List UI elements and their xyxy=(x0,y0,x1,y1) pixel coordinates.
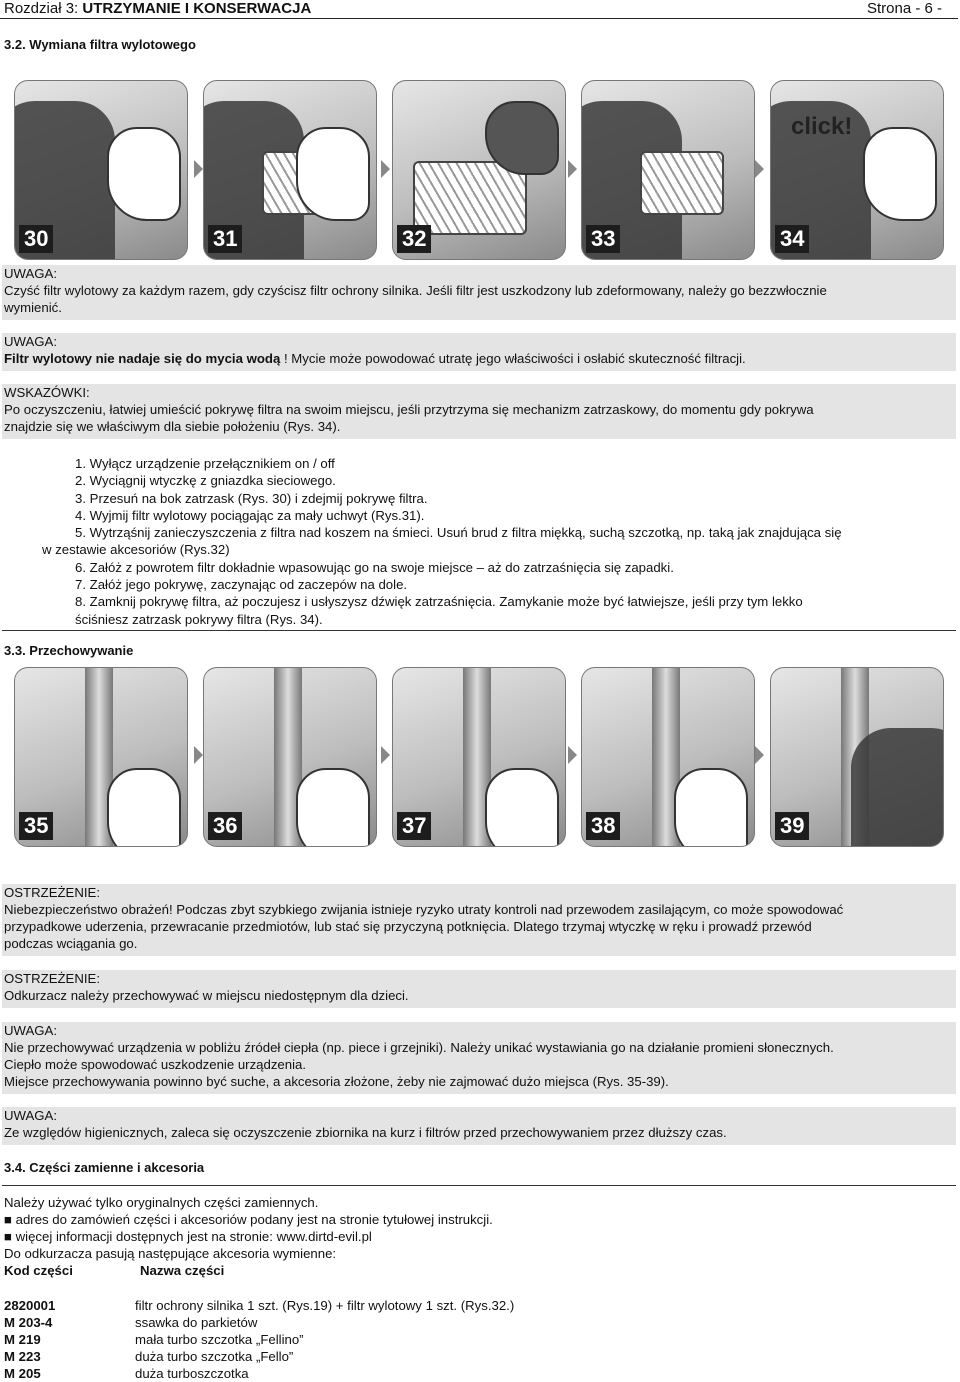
tips-label: WSKAZÓWKI: xyxy=(4,385,90,400)
part-row xyxy=(4,1348,514,1365)
part-row xyxy=(4,1314,514,1331)
warning-text: podczas wciągania go. xyxy=(4,936,138,951)
divider xyxy=(2,630,956,631)
figure-number: 36 xyxy=(208,812,242,840)
note-text: Ze względów higienicznych, zaleca się oczyszczenie zbiornika na kurz i filtrów przed przechowywaniem przez dłuższy czas. xyxy=(4,1125,727,1140)
vacuum-body-image xyxy=(851,728,944,847)
part-code: M 203-4 xyxy=(4,1315,53,1330)
parts-table xyxy=(4,1297,514,1382)
arrow-right-icon xyxy=(194,160,203,178)
hand-image xyxy=(107,768,181,847)
hand-image xyxy=(296,768,370,847)
chapter-heading xyxy=(4,0,311,17)
hand-image xyxy=(296,127,370,221)
col-name-header: Nazwa części xyxy=(140,1263,225,1278)
click-label: click! xyxy=(791,113,853,140)
arrow-right-icon xyxy=(755,746,764,764)
figure-30 xyxy=(14,80,188,260)
intro-line: Należy używać tylko oryginalnych części zamiennych. xyxy=(4,1195,319,1210)
figure-number: 32 xyxy=(397,225,431,253)
note-box-4 xyxy=(2,1107,956,1145)
figure-35 xyxy=(14,667,188,847)
step-item: 6. Załóż z powrotem filtr dokładnie wpasowując go na swoje miejsce – aż do zatrzaśnięcia się zapadki. xyxy=(75,559,674,575)
note-text: Czyść filtr wylotowy za każdym razem, gdy czyścisz filtr ochrony silnika. Jeśli filtr jest uszkodzony lub zdeformowany, należy go bezzwłocznie xyxy=(4,283,827,298)
step-item: w zestawie akcesoriów (Rys.32) xyxy=(42,542,230,558)
note-label: UWAGA: xyxy=(4,1108,57,1123)
hand-image xyxy=(863,127,937,221)
figure-32 xyxy=(392,80,566,260)
note-label: UWAGA: xyxy=(4,334,57,349)
part-code: M 205 xyxy=(4,1366,41,1381)
figure-number: 33 xyxy=(586,225,620,253)
warning-text: przypadkowe uderzenia, przewracanie przedmiotów, lub stać się przyczyną potknięcia. Dlatego trzymaj wtyczkę w ręku i prowadź przewód xyxy=(4,919,812,934)
arrow-right-icon xyxy=(755,160,764,178)
col-code-header: Kod części xyxy=(4,1263,73,1278)
warning-box-2 xyxy=(2,970,956,1008)
note-bold-text: Filtr wylotowy nie nadaje się do mycia wodą xyxy=(4,351,281,366)
divider xyxy=(2,1185,956,1186)
part-code: M 223 xyxy=(4,1349,41,1364)
arrow-right-icon xyxy=(194,746,203,764)
note-box-3 xyxy=(2,1022,956,1094)
figure-number: 34 xyxy=(775,225,809,253)
figure-number: 38 xyxy=(586,812,620,840)
part-row xyxy=(4,1297,514,1314)
part-name: mała turbo szczotka „Fellino” xyxy=(135,1332,304,1347)
note-label: UWAGA: xyxy=(4,266,57,281)
step-item: 4. Wyjmij filtr wylotowy pociągając za mały uchwyt (Rys.31). xyxy=(75,507,425,523)
part-row xyxy=(4,1331,514,1348)
part-code: 2820001 xyxy=(4,1298,56,1313)
arrow-right-icon xyxy=(568,746,577,764)
figure-number: 30 xyxy=(19,225,53,253)
figure-31 xyxy=(203,80,377,260)
parts-table-header xyxy=(4,1262,493,1279)
figure-36 xyxy=(203,667,377,847)
parts-intro xyxy=(4,1194,493,1279)
filter-image xyxy=(640,151,724,215)
hand-image xyxy=(485,768,559,847)
intro-line: ■ więcej informacji dostępnych jest na stronie: www.dirtd-evil.pl xyxy=(4,1229,372,1244)
figure-strip-filter xyxy=(14,80,944,260)
arrow-right-icon xyxy=(381,160,390,178)
chapter-title: UTRZYMANIE I KONSERWACJA xyxy=(82,0,312,17)
note-label: UWAGA: xyxy=(4,1023,57,1038)
figure-number: 37 xyxy=(397,812,431,840)
note-text xyxy=(2,350,956,367)
figure-number: 39 xyxy=(775,812,809,840)
figure-34 xyxy=(770,80,944,260)
hand-image xyxy=(107,127,181,221)
intro-line: Do odkurzacza pasują następujące akcesoria wymienne: xyxy=(4,1246,337,1261)
section-title-3-3: 3.3. Przechowywanie xyxy=(4,643,134,658)
arrow-right-icon xyxy=(568,160,577,178)
step-item: 5. Wytrząśnij zanieczyszczenia z filtra nad koszem na śmieci. Usuń brud z filtra miękką, suchą szczotką, np. taką jak znajdująca się xyxy=(75,525,842,541)
warning-text: Niebezpieczeństwo obrażeń! Podczas zbyt szybkiego zwijania istnieje ryzyko utraty kontroli nad przewodem zasilającym, co może spowodować xyxy=(4,902,844,917)
page-header xyxy=(0,0,958,19)
part-name: filtr ochrony silnika 1 szt. (Rys.19) + filtr wylotowy 1 szt. (Rys.32.) xyxy=(135,1298,515,1313)
chapter-prefix: Rozdział 3: xyxy=(4,0,83,17)
warning-label: OSTRZEŻENIE: xyxy=(4,971,100,986)
figure-33 xyxy=(581,80,755,260)
arrow-right-icon xyxy=(381,746,390,764)
step-item: 1. Wyłącz urządzenie przełącznikiem on / off xyxy=(75,456,335,471)
part-name: duża turboszczotka xyxy=(135,1366,249,1381)
note-box-1 xyxy=(2,265,956,320)
hand-image xyxy=(674,768,748,847)
intro-line: ■ adres do zamówień części i akcesoriów podany jest na stronie tytułowej instrukcji. xyxy=(4,1212,493,1227)
step-item: 7. Załóż jego pokrywę, zaczynając od zaczepów na dole. xyxy=(75,577,408,593)
figure-number: 35 xyxy=(19,812,53,840)
figure-number: 31 xyxy=(208,225,242,253)
note-text: Nie przechowywać urządzenia w pobliżu źródeł ciepła (np. piece i grzejniki). Należy unikać wystawiania go na działanie promieni słonecznych. xyxy=(4,1040,834,1055)
figure-38 xyxy=(581,667,755,847)
note-text: Miejsce przechowywania powinno być suche, a akcesoria złożone, żeby nie zajmować dużo miejsca (Rys. 35-39). xyxy=(4,1074,669,1089)
note-rest-text: ! Mycie może powodować utratę jego właściwości i osłabić skuteczność filtracji. xyxy=(280,351,746,366)
tips-text: znajdzie się we właściwym dla siebie położeniu (Rys. 34). xyxy=(4,419,341,434)
note-text: Ciepło może spowodować uszkodzenie urządzenia. xyxy=(4,1057,307,1072)
tips-box xyxy=(2,384,956,439)
part-name: ssawka do parkietów xyxy=(135,1315,258,1330)
figure-strip-storage xyxy=(14,667,944,847)
step-item: ściśniesz zatrzask pokrywy filtra (Rys. 34). xyxy=(75,611,323,627)
section-title-3-2: 3.2. Wymiana filtra wylotowego xyxy=(4,37,196,52)
part-name: duża turbo szczotka „Fello” xyxy=(135,1349,294,1364)
figure-37 xyxy=(392,667,566,847)
note-text: wymienić. xyxy=(4,300,62,315)
warning-text: Odkurzacz należy przechowywać w miejscu niedostępnym dla dzieci. xyxy=(4,988,409,1003)
step-item: 8. Zamknij pokrywę filtra, aż poczujesz i usłyszysz dźwięk zatrzaśnięcia. Zamykanie może być łatwiejsze, jeśli przy tym lekko xyxy=(75,594,803,610)
part-code: M 219 xyxy=(4,1332,41,1347)
tips-text: Po oczyszczeniu, łatwiej umieścić pokrywę filtra na swoim miejscu, jeśli przytrzyma się mechanizm zatrzaskowy, do momentu gdy pokrywa xyxy=(4,402,814,417)
page-number: Strona - 6 - xyxy=(866,0,942,17)
steps-list xyxy=(4,455,842,628)
note-box-2 xyxy=(2,333,956,371)
step-item: 3. Przesuń na bok zatrzask (Rys. 30) i zdejmij pokrywę filtra. xyxy=(75,490,428,506)
warning-box-1 xyxy=(2,884,956,956)
figure-39 xyxy=(770,667,944,847)
warning-label: OSTRZEŻENIE: xyxy=(4,885,100,900)
part-row xyxy=(4,1365,514,1382)
section-title-3-4: 3.4. Części zamienne i akcesoria xyxy=(4,1160,205,1175)
step-item: 2. Wyciągnij wtyczkę z gniazdka sieciowego. xyxy=(75,473,336,489)
